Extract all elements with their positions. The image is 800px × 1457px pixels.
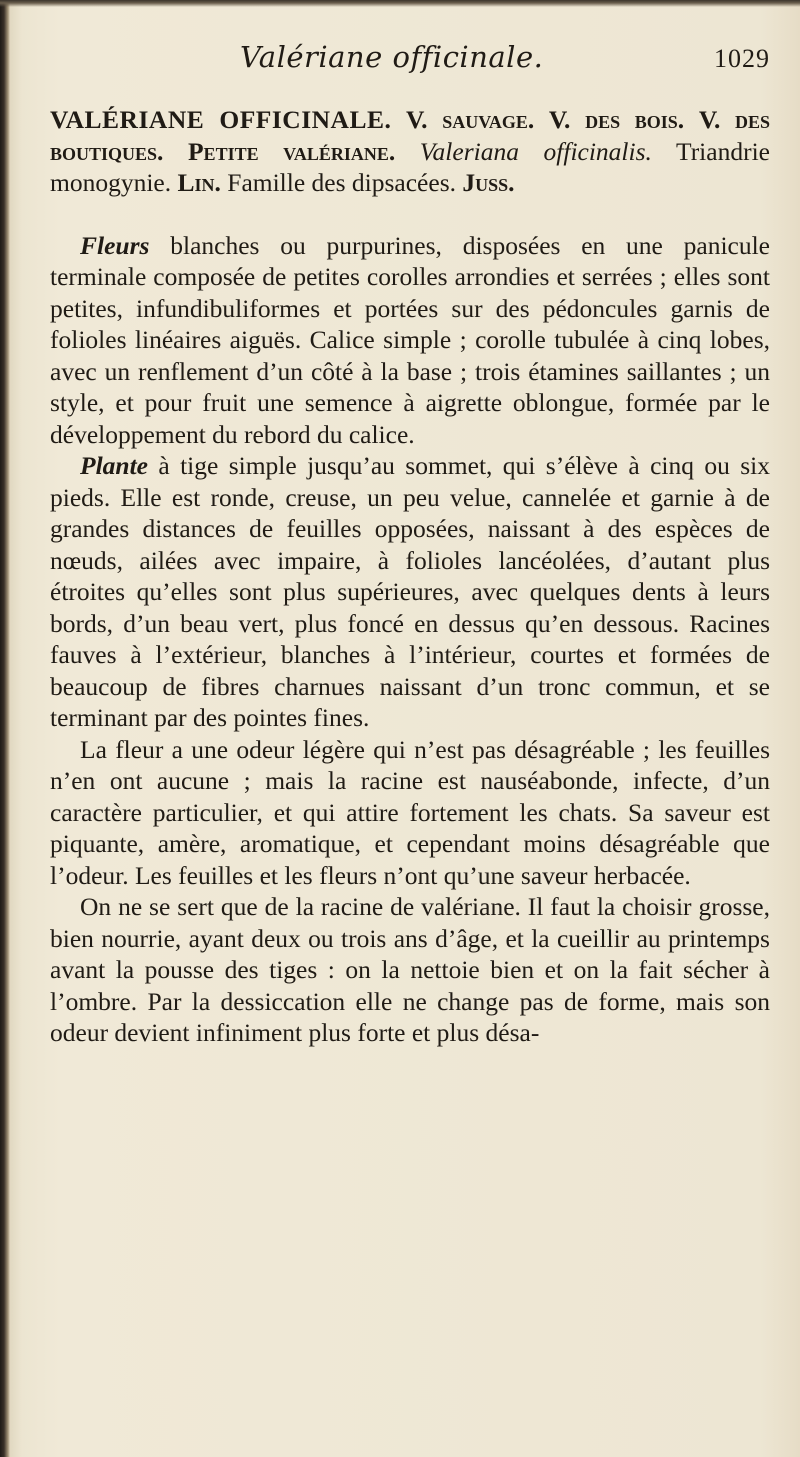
author-abbreviation: Lin.: [177, 168, 221, 197]
page-text: [50, 104, 770, 1049]
classification: Triandrie monogynie.: [50, 136, 770, 197]
paragraph-text: à tige simple jusqu’au sommet, qui s’élève à cinq ou six pieds. Elle est ronde, creuse, un peu velue, cannelée et garnie à de grandes distances de feuilles opposées, naissant à des espèces de nœuds, ailées avec impaire, à folioles lancéolées, d’autant plus étroites qu’elles sont plus supérieures, avec quelques dents à leurs bords, d’un beau vert, plus foncé en dessus qu’en dessous. Racines fauves à l’extérieur, blanches à l’intérieur, courtes et formées de beaucoup de fibres charnues naissant d’un tronc commun, et se terminant par des pointes fines.: [50, 451, 770, 732]
running-title: Valériane officinale.: [240, 40, 544, 74]
page-top-edge: [0, 0, 800, 7]
synonym: Petite valériane.: [187, 136, 396, 166]
author-abbreviation: Juss.: [462, 168, 515, 197]
synonym: V. des boutiques.: [50, 105, 770, 166]
plant-family: Famille des dipsacées.: [227, 168, 456, 197]
book-binding-edge: [0, 0, 10, 1457]
latin-name: Valeriana officinalis.: [419, 136, 652, 166]
synonym: V. sauvage.: [406, 105, 535, 134]
paragraph-text: La fleur a une odeur légère qui n’est pas désagréable ; les feuilles n’en ont aucune ; mais la racine est nauséabonde, infecte, d’un caractère particulier, et qui attire fortement les chats. Sa saveur est piquante, amère, aromatique, et cependant moins désagréable que l’odeur. Les feuilles et les fleurs n’ont qu’une saveur herbacée.: [50, 734, 770, 890]
page-number: 1029: [714, 44, 770, 73]
paragraph-usage: [50, 891, 770, 1049]
paragraph-odeur: [50, 734, 770, 892]
paragraph-text: blanches ou purpurines, disposées en une panicule terminale composée de petites corolles arrondies et serrées ; elles sont petites, infundibuliformes et portées sur des pédoncules garnis de folioles linéaires aiguës. Calice simple ; corolle tubulée à cinq lobes, avec un renflement d’un côté à la base ; trois étamines saillantes ; un style, et pour fruit une semence à aigrette oblongue, formée par le développement du rebord du calice.: [50, 230, 771, 449]
paragraph-fleurs: [50, 230, 770, 451]
paragraph-lead-word: Plante: [80, 451, 148, 480]
entry-heading: [50, 104, 770, 199]
paragraph-lead-word: Fleurs: [80, 230, 150, 260]
paragraph-plante: [50, 450, 770, 734]
entry-name: VALÉRIANE OFFICINALE.: [50, 105, 392, 134]
synonym: V. des bois.: [548, 105, 685, 134]
running-head: [50, 40, 770, 84]
paragraph-text: On ne se sert que de la racine de valériane. Il faut la choisir grosse, bien nourrie, ayant deux ou trois ans d’âge, et la cueillir au printemps avant la pousse des tiges : on la nettoie bien et on la fait sécher à l’ombre. Par la dessiccation elle ne change pas de forme, mais son odeur devient infiniment plus forte et plus désa-: [50, 892, 770, 1047]
